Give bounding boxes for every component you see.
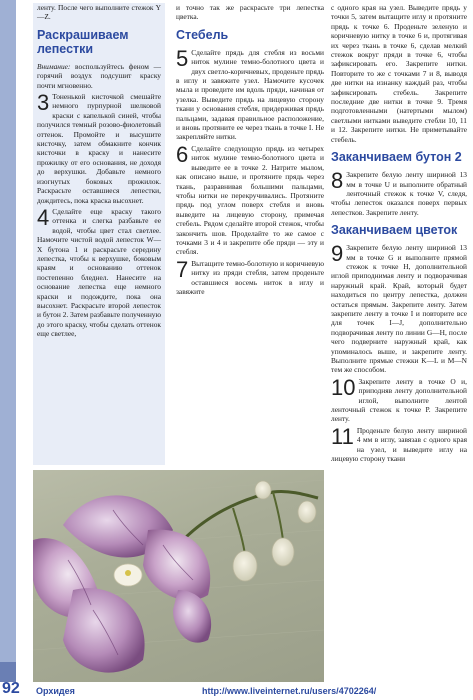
column-1 — [33, 3, 165, 465]
step-5-number: 5 — [176, 45, 189, 71]
step-8-text: Закрепите белую ленту шириной 13 мм в точке U и выполните обратный ленточный стежок к точке V, следя, чтобы лепесток оказался поверх первых лепестков. Закрепите ленту. — [331, 170, 467, 217]
note-label: Внимание: — [37, 61, 71, 71]
col2-intro: и точно так же раскрасьте три лепестка цветка. — [176, 3, 324, 22]
watermark-url[interactable]: http://www.liveinternet.ru/users/4702264/ — [202, 686, 377, 696]
bud-2 — [272, 538, 294, 566]
heading-stem: Стебель — [176, 27, 229, 42]
note-text: воспользуйтесь феном — горячий воздух подсушит краску почти мгновенно. — [37, 61, 161, 90]
heading-color-petals: Раскрашиваем лепестки — [37, 27, 129, 56]
orchid-illustration — [33, 470, 324, 682]
bud-3 — [298, 501, 316, 523]
left-margin-bar — [0, 0, 16, 700]
step-11-number: 11 — [331, 423, 354, 449]
step-6-text: Сделайте следующую прядь из четырех ниток мулине темно-болотного цвета и выведите ее в точке 2. Натрите мылом, как описано выше, и протяните прядь через ткань, разравнивая большими пальцами, чтобы нитки не перекручивались. Протяните прядь под углом поверх стебля и вновь выведите на лицевую сторону, примечая стебель. Рядом сделайте второй стежок, чтобы закончить шов. Проделайте то же самое с точками 3 и 4 и закрепите обе пряди — эту и стебля. — [176, 143, 324, 257]
col1-intro: ленту. После чего выполните стежок Y—Z. — [37, 3, 161, 22]
column-2 — [176, 3, 324, 465]
step-3-text: Тоненькой кисточкой смешайте немного пурпурной шелковой краски с капелькой синей, чтобы получился темный розово-фиолетовый оттенок. Промойте и высушите кисточку, затем обмакните кончик кисточки в краску и нанесите прожилку от его основания, не доходя до верхушки. Добавьте немного изогнутых боковых прожилок. Раскрасьте оставшиеся лепестки, дождитесь, пока краска высохнет. — [37, 92, 161, 205]
step-6-number: 6 — [176, 141, 189, 167]
orchid-petal-small — [173, 590, 211, 643]
note-paragraph — [37, 62, 161, 90]
orchid-petal-right — [143, 529, 210, 600]
step-9-text: Закрепите белую ленту шириной 13 мм в точке G и выполните прямой стежок к точке H, дополнительной иглой приподнимая ленту и подворачивая наружный край. Край, который будет находиться по центру лепестка, должен остаться прямым. Закрепите ленту. Затем закрепите ленту в точке I и повторите все для точек I—J, дополнительно подворачивая ленту по линии G—H, после чего подверните наружный край, как упоминалось выше, и закрепите ленту. Выполните прямые стежки K—L и M—N тем же способом. — [331, 243, 467, 375]
step-4 — [37, 204, 161, 339]
step-4-number: 4 — [37, 204, 50, 230]
step-11 — [331, 423, 467, 464]
step-7-number: 7 — [176, 256, 189, 282]
step-10-number: 10 — [331, 374, 356, 400]
step-3 — [37, 92, 161, 205]
step-11-text: Проденьте белую ленту шириной 4 мм в иглу, завязав с одного края на узел, и выведите иглу на лицевую сторону ткани — [331, 425, 467, 464]
step-4-text: Сделайте еще краску такого оттенка и слегка разбавьте ее водой, чтобы цвет стал светлее. Намочите чистой водой лепесток W—X бутона 1 и раскрасьте середину лепестка, чтобы к верхушке, боковым краям и основанию оттенок постепенно бледнел. Нанесите на основание лепестка еще немного краски и подождите, пока она высохнет. Раскрасьте второй лепесток и бутон 2. Затем разбавьте полученную до этого краску, чтобы сделать оттенок еще светлее, — [37, 206, 161, 339]
column-3 — [331, 3, 467, 639]
bud-4 — [255, 481, 271, 499]
orchid-embroidery-photo — [33, 470, 324, 682]
heading-finish-bud-2: Заканчиваем бутон 2 — [331, 150, 462, 165]
stem-line — [183, 491, 318, 540]
step-7-text: Вытащите темно-болотную и коричневую нитку из пряди стебля, затем проденьте оставшиеся восемь ниток в иглу и завяжите — [176, 258, 324, 296]
step-6 — [176, 141, 324, 257]
page-number: 92 — [2, 680, 20, 697]
step-5-text: Сделайте прядь для стебля из восьми ниток мулине темно-болотного цвета и двух светло-коричневых, проденьте прядь в иглу и завяжите узел. Намочите кусочек мыла и проведите им вдоль пряди, начиная от узелка. Выведите прядь на лицевую сторону ткани у основания стебля, придерживая прядь пальцами, задавая правильное расположение, и вновь протяните ее через ткань в точке I. Не закрепляйте нитки. — [176, 47, 324, 142]
step-10 — [331, 374, 467, 424]
book-name: Орхидея — [36, 686, 75, 696]
step-8-number: 8 — [331, 168, 344, 194]
step-10-text: Закрепите ленту в точке O и, приподняв ленту дополнительной иглой, выполните лентой ленточный стежок к точке P. Закрепите ленту. — [331, 376, 467, 424]
orchid-petal-bottom — [63, 588, 145, 672]
stem-branch-2 — [273, 492, 283, 540]
stem-branch — [233, 508, 245, 555]
step-3-number: 3 — [37, 90, 50, 116]
heading-finish-flower: Заканчиваем цветок — [331, 223, 458, 238]
step-5 — [176, 45, 324, 142]
bud-1 — [233, 551, 257, 581]
orchid-center-dot — [125, 570, 131, 576]
step-7 — [176, 256, 324, 297]
step-9 — [331, 243, 467, 375]
step-9-number: 9 — [331, 241, 344, 267]
col3-intro: с одного края на узел. Выведите прядь у точки 5, затем вытащите иглу и протяните прядь к точке 6. Проденьте зеленую и коричневую нитку в точке 6 и, протягивая их через ткань в точке 6, сделав мелкий стежок вокруг пряди в точке 6, чтобы зафиксировать его. Закрепите нитки. Повторите то же с точками 7 и 8, выводя две нитки на изнанку каждый раз, чтобы зафиксировать стебель. Закрепите последние две нитки в точке 9. Тремя подготовленными (натертыми мылом) светлыми нитками выведите стебли 10, 11 и 12. Закрепите нитки. Не приметывайте стебель. — [331, 3, 467, 144]
step-8 — [331, 170, 467, 217]
